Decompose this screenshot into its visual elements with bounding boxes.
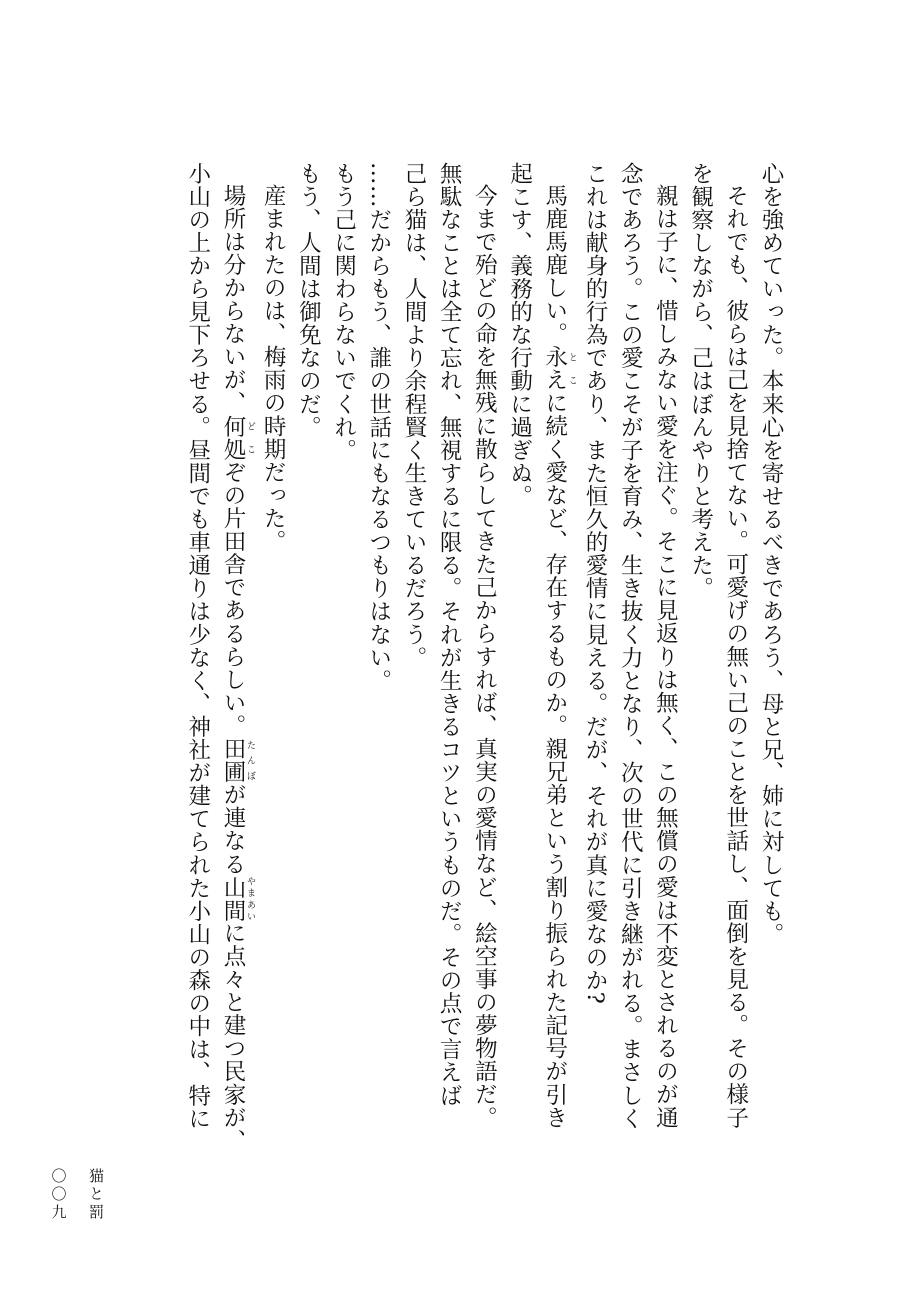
ruby-annotation: 何処 どこ xyxy=(219,414,255,461)
page-footer xyxy=(48,1168,105,1222)
text-line: ……だからもう、誰の世話にもなるつもりはない。 xyxy=(365,162,392,693)
page-number: 〇〇九 xyxy=(49,1168,68,1222)
text-line: 場所は分からないが、何処 どこぞの片田舎であるらしい。田圃 たんぼが連なる山間 やまあいに点々と建つ民家が、 xyxy=(219,184,255,1153)
text-line: 己ら猫は、人間より余程賢く生きているだろう。 xyxy=(400,162,427,670)
text-line: 産まれたのは、梅雨の時期だった。 xyxy=(260,184,287,553)
text-line: 起こす、義務的な行動に過ぎぬ。 xyxy=(506,162,533,508)
text-line: 今まで殆どの命を無残に散らしてきた己からすれば、真実の愛情など、絵空事の夢物語だ。 xyxy=(471,184,498,1130)
text-line: 小山の上から見下ろせる。昼間でも車通りは少なく、神社が建てられた小山の森の中は、特に xyxy=(184,162,211,1131)
text-line: 親は子に、惜しみない愛を注ぐ。そこに見返りは無く、この無償の愛は不変とされるのが通 xyxy=(652,184,679,1130)
text-line: 無駄なことは全て忘れ、無視するに限る。それが生きるコツというものだ。その点で言えば xyxy=(436,162,463,1108)
text-line: もう己に関わらないでくれ。 xyxy=(330,162,357,462)
text-line: それでも、彼らは己を見捨てない。可愛げの無い己のことを世話し、面倒を見る。その様子 xyxy=(722,184,749,1130)
body-text xyxy=(180,162,788,1152)
ruby-annotation: 永え とこ xyxy=(541,345,577,392)
ruby-annotation: 田圃 たんぼ xyxy=(219,737,255,784)
text-line: これは献身的行為であり、また恒久的愛情に見える。だが、それが真に愛なのか? xyxy=(581,162,608,1005)
text-line: 馬鹿馬鹿しい。永え とこに続く愛など、存在するものか。親兄弟という割り振られた記号が引き xyxy=(541,184,577,1130)
ruby-annotation: 山間 やまあい xyxy=(219,875,255,922)
text-line: を観察しながら、己はぼんやりと考えた。 xyxy=(687,162,714,600)
text-line: 心を強めていった。本来心を寄せるべきであろう、母と兄、姉に対しても。 xyxy=(758,162,784,946)
book-title: 猫と罰 xyxy=(87,1168,105,1222)
text-line: 念であろう。この愛こそが子を育み、生き抜く力となり、次の世代に引き継がれる。まさしく xyxy=(617,162,644,1131)
text-line: もう、人間は御免なのだ。 xyxy=(295,162,322,439)
